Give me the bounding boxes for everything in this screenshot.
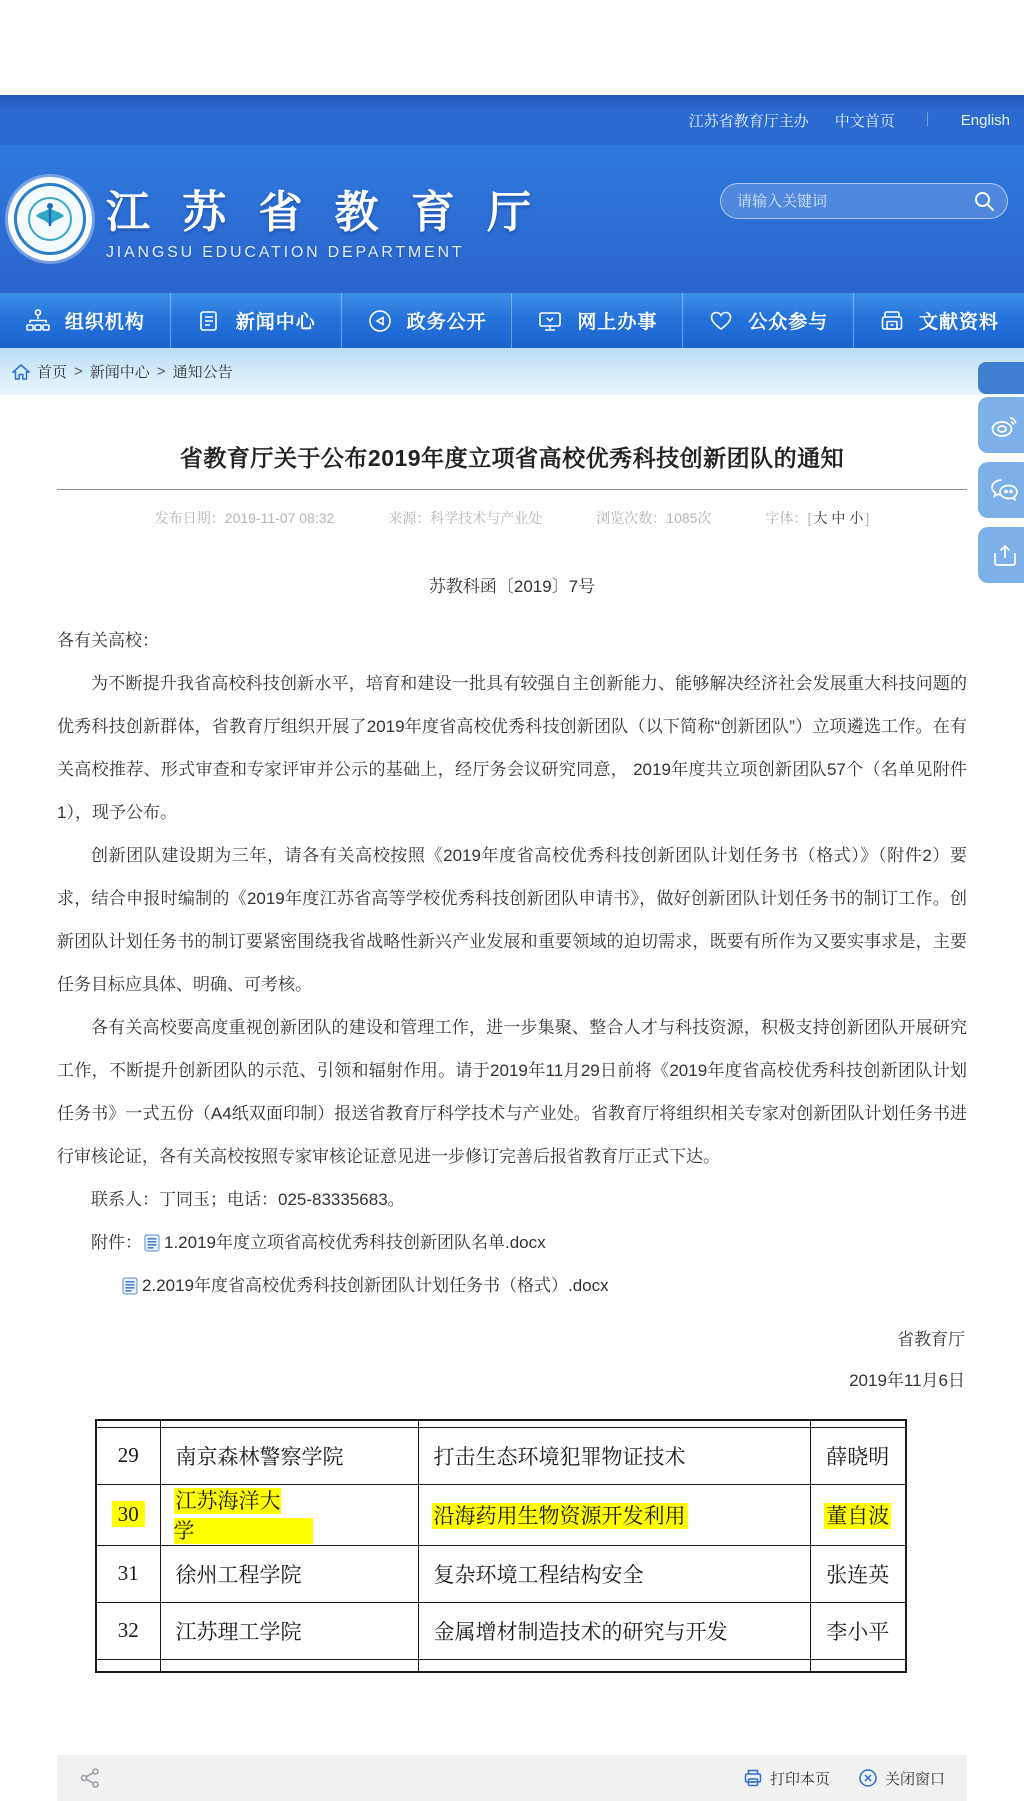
doc-file-icon: [122, 1277, 138, 1295]
font-size-label: 字体：: [765, 510, 808, 526]
breadcrumb-separator: >: [156, 363, 166, 380]
breadcrumb-news-center[interactable]: 新闻中心: [89, 364, 150, 381]
project-name: 打击生态环境犯罪物证技术: [433, 1444, 686, 1469]
article-footer-bar: [57, 1755, 967, 1801]
print-page-label: 打印本页: [769, 1770, 830, 1788]
nav-label: 文献资料: [919, 312, 1000, 333]
breadcrumb-notices[interactable]: 通知公告: [172, 364, 233, 381]
salutation: 各有关高校：: [57, 631, 159, 650]
close-icon: [858, 1768, 878, 1788]
team-leader: 张连英: [826, 1562, 890, 1587]
share-icon[interactable]: [79, 1767, 101, 1789]
signature-date: 2019年11月6日: [849, 1371, 965, 1390]
search-icon[interactable]: [973, 190, 995, 212]
topbar: [0, 95, 1024, 145]
org-chart-icon: [25, 308, 51, 334]
nav-label: 新闻中心: [235, 312, 316, 333]
site-logo-icon: [8, 177, 92, 261]
breadcrumb-separator: >: [74, 363, 83, 380]
paragraph: 为不断提升我省高校科技创新水平，培育和建设一批具有较强自主创新能力、能够解决经济社会发展重大科技问题的优秀科技创新群体，省教育厅组织开展了2019年度省高校优秀科技创新团队（以下简称“创新团队”）立项遴选工作。在有关高校推荐、形式审查和专家评审并公示的基础上，经厅务会议研究同意， 2019年度共立项创新团队57个（名单见附件1），现予公布。: [57, 674, 967, 822]
font-size-small-button[interactable]: 小: [849, 510, 864, 526]
school-name: 江苏理工学院: [175, 1619, 302, 1644]
teams-table: [95, 1419, 907, 1673]
contact-line: 联系人：丁同玉；电话：025-83335683。: [91, 1190, 405, 1209]
nav-label: 政务公开: [406, 312, 487, 333]
row-number: 30: [112, 1501, 145, 1527]
site-title: 江 苏 省 教 育 厅: [106, 188, 542, 237]
breadcrumb-home[interactable]: 首页: [37, 364, 68, 381]
nav-label: 网上办事: [577, 312, 658, 333]
article-body: [57, 619, 967, 1221]
attachment-row: [57, 1221, 967, 1264]
news-icon: [196, 308, 222, 334]
attachment-link-1[interactable]: 1.2019年度立项省高校优秀科技创新团队名单.docx: [164, 1233, 546, 1252]
paragraph: 创新团队建设期为三年，请各有关高校按照《2019年度省高校优秀科技创新团队计划任务书（格式）》（附件2）要求，结合申报时编制的《2019年度江苏省高等学校优秀科技创新团队申请书》，做好创新团队计划任务书的制订工作。创新团队计划任务书的制订要紧密围绕我省战略性新兴产业发展和重要领域的迫切需求，既要有所作为又要实事求是，主要任务目标应具体、明确、可考核。: [57, 846, 967, 994]
table-row-highlighted: [96, 1484, 906, 1545]
wechat-share-button[interactable]: [978, 462, 1024, 518]
topbar-separator: ｜: [920, 112, 935, 128]
font-size-large-button[interactable]: 大: [813, 510, 828, 526]
printer-icon: [743, 1768, 763, 1788]
nav-item-gov-open[interactable]: [342, 293, 513, 348]
school-name: 南京森林警察学院: [175, 1444, 344, 1469]
row-number: 31: [117, 1561, 139, 1585]
breadcrumb: [0, 348, 1024, 395]
row-number: 32: [117, 1618, 139, 1642]
project-name: 复杂环境工程结构安全: [433, 1562, 644, 1587]
school-name: 江苏海洋大学: [174, 1488, 313, 1544]
article-source: 来源：科学技术与产业处: [388, 510, 543, 526]
search-input[interactable]: [737, 193, 973, 210]
close-window-button[interactable]: [858, 1768, 945, 1789]
share-up-icon: [991, 541, 1019, 569]
main-nav: [0, 293, 1024, 348]
doc-file-icon: [144, 1234, 160, 1252]
project-name: 金属增材制造技术的研究与开发: [433, 1619, 728, 1644]
team-leader: 董自波: [826, 1503, 890, 1528]
nav-item-public-participation[interactable]: [683, 293, 854, 348]
heart-icon: [708, 308, 734, 334]
top-whitespace: [0, 0, 1024, 95]
share-up-button[interactable]: [978, 527, 1024, 583]
table-row: [96, 1545, 906, 1602]
online-service-icon: [537, 308, 563, 334]
table-row-partial: [96, 1659, 906, 1672]
nav-label: 组织机构: [64, 312, 145, 333]
side-widget-stub[interactable]: [978, 362, 1024, 394]
document-number: 苏教科函〔2019〕7号: [428, 577, 596, 596]
attachments-label: 附件：: [91, 1233, 142, 1252]
weibo-share-button[interactable]: [978, 397, 1024, 453]
bracket: [: [807, 510, 812, 526]
nav-item-documents[interactable]: [854, 293, 1024, 348]
nav-item-online-service[interactable]: [512, 293, 683, 348]
font-size-control: [765, 508, 869, 528]
topbar-link-english[interactable]: English: [960, 111, 1010, 129]
nav-label: 公众参与: [748, 312, 829, 333]
topbar-link-chinese-home[interactable]: 中文首页: [834, 112, 895, 130]
home-icon: [12, 364, 30, 380]
print-page-button[interactable]: [743, 1768, 830, 1789]
publish-date: 发布日期：2019-11-07 08:32: [154, 510, 335, 526]
site-subtitle: JIANGSU EDUCATION DEPARTMENT: [106, 244, 465, 261]
table-row: [96, 1602, 906, 1659]
signature: 省教育厅: [897, 1330, 965, 1349]
team-leader: 薛晓明: [826, 1444, 890, 1469]
attachment-row: [57, 1264, 967, 1307]
page-title: 省教育厅关于公布2019年度立项省高校优秀科技创新团队的通知: [179, 445, 845, 471]
site-logo-group[interactable]: [8, 176, 541, 262]
table-row: [96, 1427, 906, 1484]
article-content: [0, 395, 1024, 1801]
gov-open-icon: [367, 308, 393, 334]
topbar-link-host[interactable]: 江苏省教育厅主办: [688, 112, 809, 130]
font-size-medium-button[interactable]: 中: [831, 510, 846, 526]
team-leader: 李小平: [826, 1619, 890, 1644]
view-count: 浏览次数：1085次: [596, 510, 712, 526]
nav-item-news[interactable]: [171, 293, 342, 348]
close-window-label: 关闭窗口: [884, 1770, 945, 1788]
bracket: ]: [865, 510, 870, 526]
floating-side-widgets: [978, 362, 1024, 592]
nav-item-organization[interactable]: [0, 293, 171, 348]
article-meta: [57, 508, 967, 528]
archive-icon: [879, 308, 905, 334]
wechat-icon: [989, 476, 1021, 504]
site-header-banner: [0, 145, 1024, 293]
title-divider: [57, 489, 967, 490]
attachment-link-2[interactable]: 2.2019年度省高校优秀科技创新团队计划任务书（格式）.docx: [142, 1276, 609, 1295]
search-box: [720, 183, 1008, 219]
weibo-icon: [990, 411, 1020, 439]
paragraph: 各有关高校要高度重视创新团队的建设和管理工作，进一步集聚、整合人才与科技资源，积极支持创新团队开展研究工作，不断提升创新团队的示范、引领和辐射作用。请于2019年11月29日前将《2019年度省高校优秀科技创新团队计划任务书》一式五份（A4纸双面印制）报送省教育厅科学技术与产业处。省教育厅将组织相关专家对创新团队计划任务书进行审核论证，各有关高校按照专家审核论证意见进一步修订完善后报省教育厅正式下达。: [57, 1018, 967, 1166]
table-row-partial: [96, 1420, 906, 1427]
project-name: 沿海药用生物资源开发利用: [433, 1503, 686, 1528]
row-number: 29: [117, 1443, 139, 1467]
school-name: 徐州工程学院: [175, 1562, 302, 1587]
